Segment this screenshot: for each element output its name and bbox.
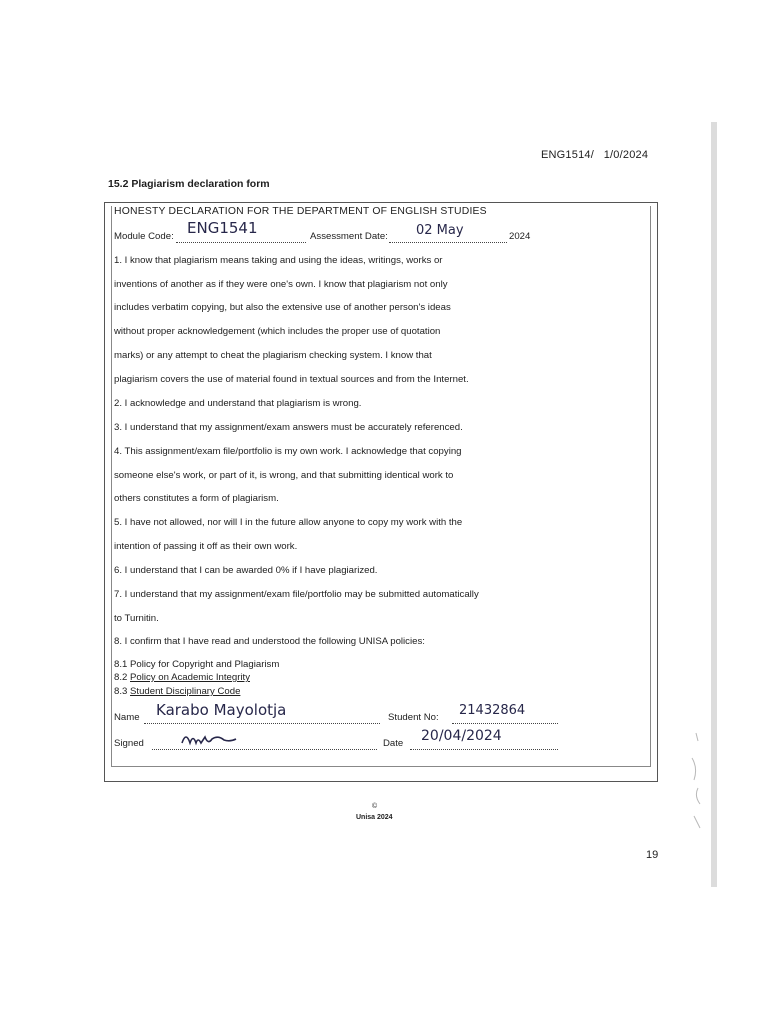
declaration-line: 1. I know that plagiarism means taking and using the ideas, writings, works or — [114, 255, 443, 266]
declaration-line: 5. I have not allowed, nor will I in the future allow anyone to copy my work with the — [114, 517, 463, 528]
policy-title: Student Disciplinary Code — [130, 686, 241, 697]
declaration-line: others constitutes a form of plagiarism. — [114, 493, 279, 504]
section-title: 15.2 Plagiarism declaration form — [108, 178, 270, 190]
student-no-dotted-line — [452, 722, 558, 724]
declaration-line: marks) or any attempt to cheat the plagiarism checking system. I know that — [114, 350, 432, 361]
declaration-line: without proper acknowledgement (which includes the proper use of quotation — [114, 326, 441, 337]
module-code-handwritten: ENG1541 — [187, 219, 258, 237]
policy-title: Policy on Academic Integrity — [130, 672, 250, 683]
student-no-handwritten: 21432864 — [459, 703, 526, 718]
course-code-header: ENG1514/ 1/0/2024 — [541, 149, 649, 161]
scan-page-edge — [711, 122, 717, 887]
date-dotted-line — [410, 748, 558, 750]
publisher-label: Unisa 2024 — [356, 814, 393, 821]
policy-item-academic-integrity — [114, 672, 250, 683]
name-dotted-line — [144, 722, 380, 724]
declaration-line: someone else's work, or part of it, is wrong, and that submitting identical work to — [114, 470, 454, 481]
handwritten-signature — [180, 729, 240, 749]
assessment-year: 2024 — [509, 231, 531, 242]
module-code-label: Module Code: — [114, 231, 174, 242]
copyright-symbol: © — [372, 803, 378, 810]
assessment-date-handwritten: 02 May — [416, 223, 464, 238]
form-heading: HONESTY DECLARATION FOR THE DEPARTMENT OF ENGLISH STUDIES — [114, 206, 487, 217]
declaration-line: intention of passing it off as their own work. — [114, 541, 298, 552]
declaration-line: 2. I acknowledge and understand that plagiarism is wrong. — [114, 398, 362, 409]
declaration-line: plagiarism covers the use of material found in textual sources and from the Internet. — [114, 374, 469, 385]
assessment-date-dotted-line — [389, 241, 507, 243]
module-code-dotted-line — [176, 241, 306, 243]
assessment-date-label: Assessment Date: — [310, 231, 388, 242]
declaration-line: to Turnitin. — [114, 613, 159, 624]
policy-item-copyright — [114, 659, 279, 670]
policy-number: 8.1 — [114, 659, 128, 670]
policy-item-disciplinary-code — [114, 686, 240, 697]
signed-label: Signed — [114, 738, 144, 749]
date-label: Date — [383, 738, 404, 749]
declaration-line: 8. I confirm that I have read and understood the following UNISA policies: — [114, 636, 425, 647]
name-label: Name — [114, 712, 140, 723]
policy-number: 8.2 — [114, 672, 128, 683]
declaration-line: 7. I understand that my assignment/exam file/portfolio may be submitted automatically — [114, 589, 479, 600]
policy-title: Policy for Copyright and Plagiarism — [130, 659, 280, 670]
declaration-line: 3. I understand that my assignment/exam answers must be accurately referenced. — [114, 422, 463, 433]
page-number: 19 — [646, 849, 659, 861]
date-handwritten: 20/04/2024 — [421, 728, 502, 744]
declaration-line: includes verbatim copying, but also the extensive use of another person's ideas — [114, 302, 451, 313]
student-no-label: Student No: — [388, 712, 439, 723]
declaration-line: 6. I understand that I can be awarded 0% if I have plagiarized. — [114, 565, 378, 576]
margin-scribble-marks — [686, 728, 708, 838]
policy-number: 8.3 — [114, 686, 128, 697]
declaration-line: 4. This assignment/exam file/portfolio is my own work. I acknowledge that copying — [114, 446, 462, 457]
declaration-line: inventions of another as if they were one's own. I know that plagiarism not only — [114, 279, 448, 290]
name-handwritten: Karabo Mayolotja — [156, 701, 287, 719]
